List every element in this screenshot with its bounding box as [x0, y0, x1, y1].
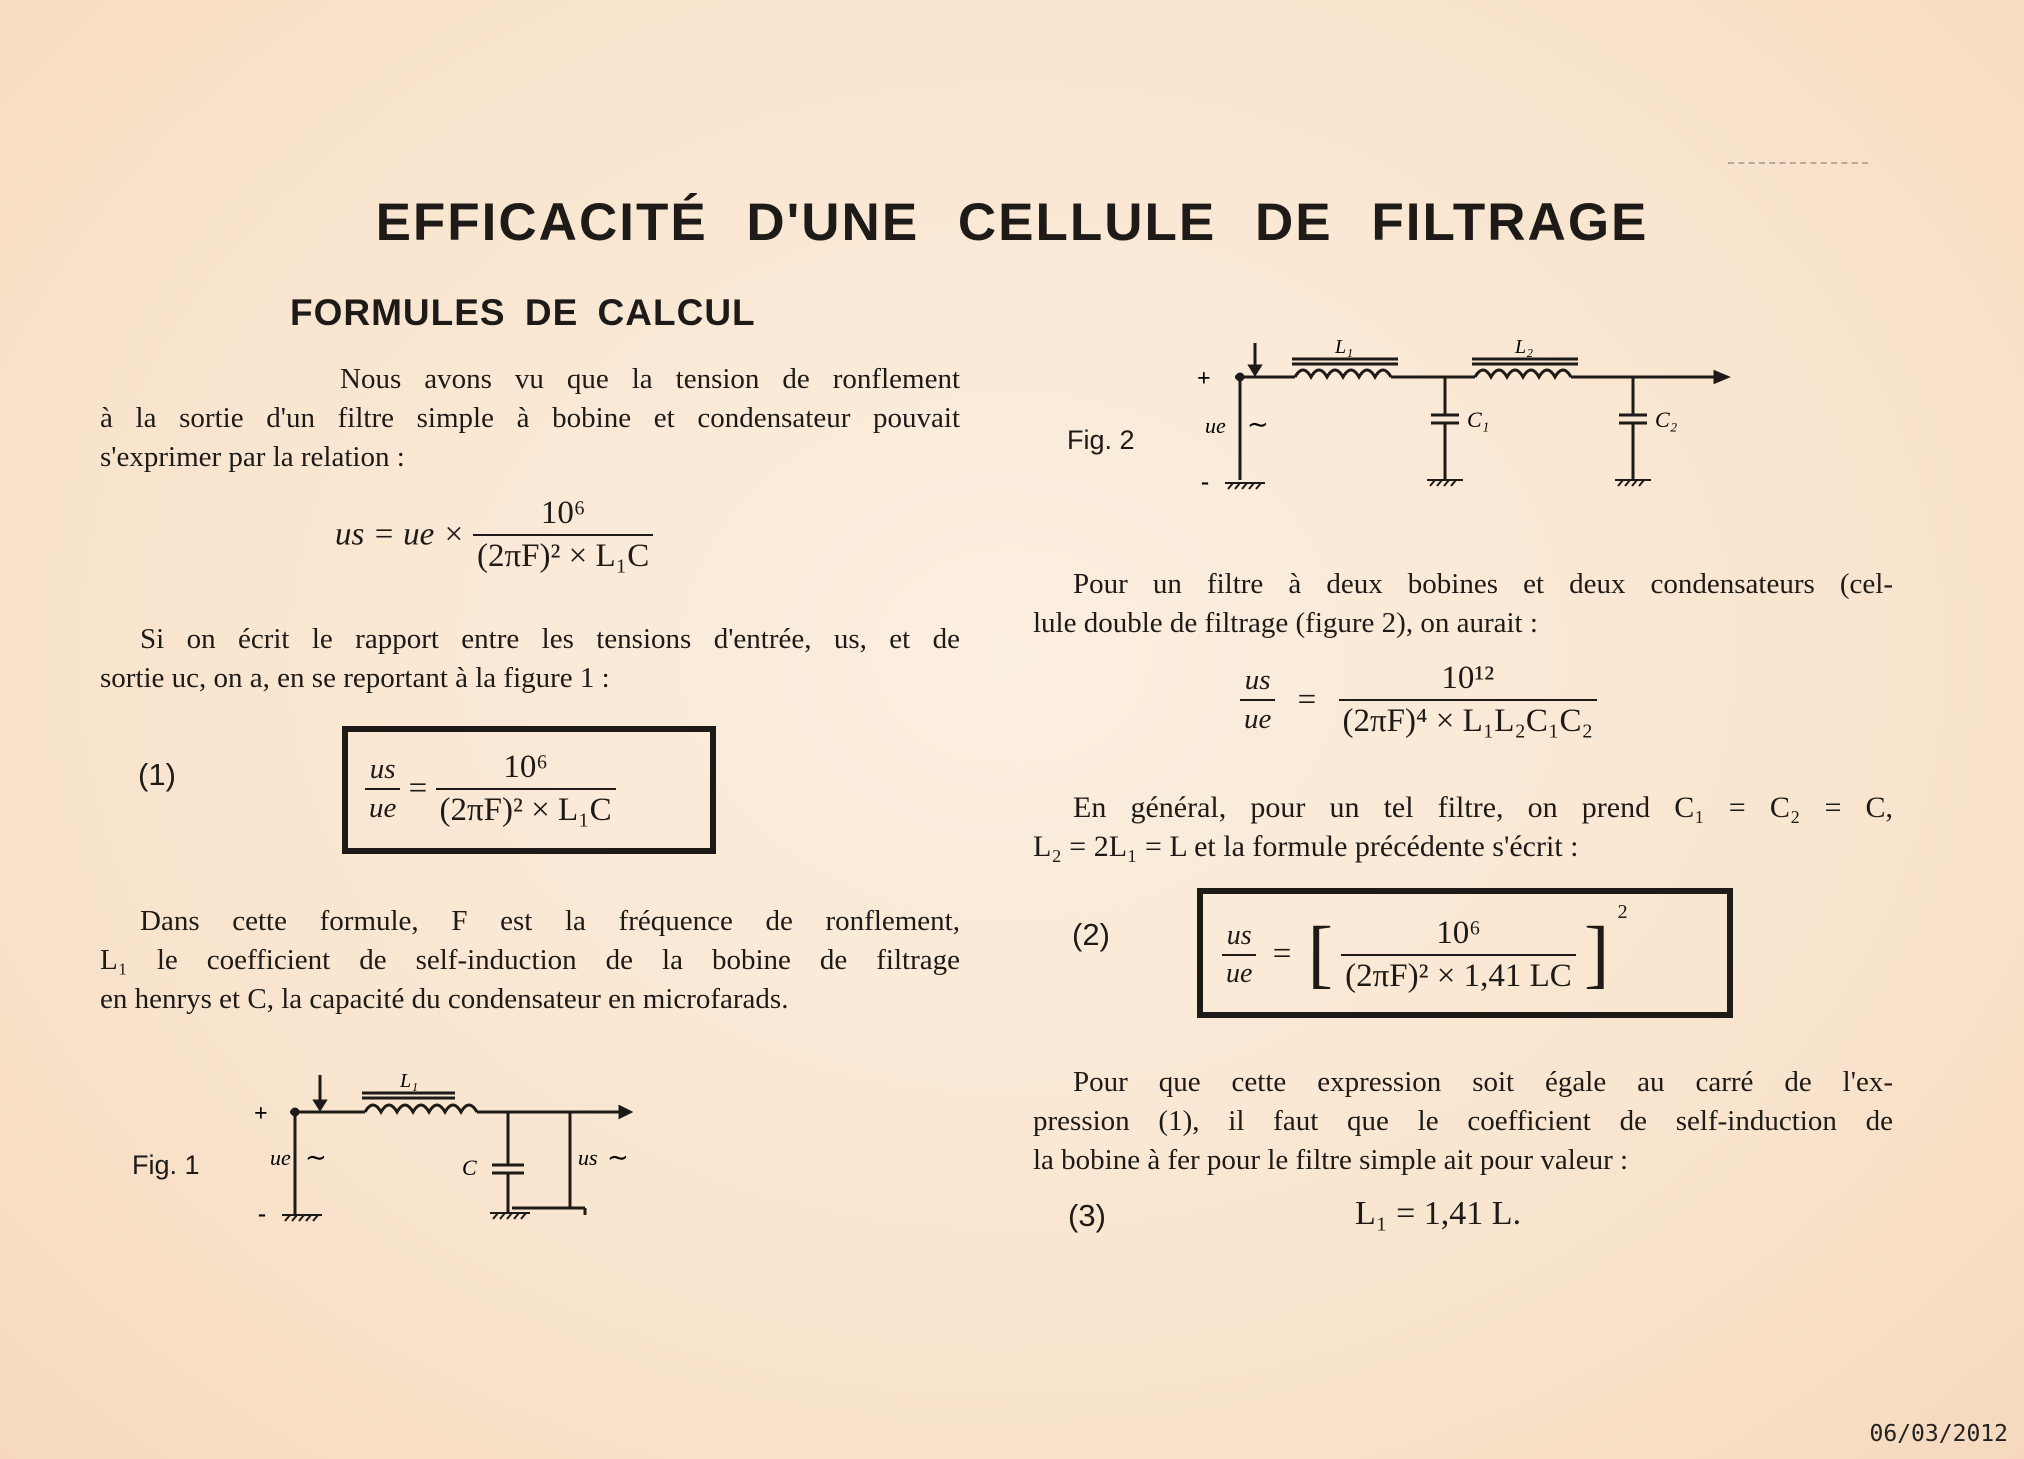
general-line-1: En général, pour un tel filtre, on prend C₁ = C₂ = C, [1073, 791, 1893, 824]
fig2-in-label: ue [1205, 413, 1226, 438]
eq2-left-bracket: [ [1307, 912, 1333, 996]
eq1-formula [365, 749, 616, 829]
eq-double-denominator: (2πF)⁴ × L₁L₂C₁C₂ [1339, 699, 1597, 740]
conclusion-line-2: pression (1), il faut que le coefficient de self-induction de [1033, 1105, 1893, 1137]
fig1-label: Fig. 1 [132, 1150, 200, 1180]
general-line-2: L₂ = 2L₁ = L et la formule précédente s'écrit : [1033, 830, 1579, 863]
fig2-cap1-label: C₁ [1467, 407, 1490, 432]
definition-paragraph [100, 902, 960, 1019]
eq-double-ratio [1240, 664, 1275, 736]
eq3-expression: L₁ = 1,41 L. [1355, 1195, 1522, 1232]
ratio-line-1: Si on écrit le rapport entre les tensions d'entrée, us, et de [140, 623, 960, 655]
eq2-numerator: 10⁶ [1436, 914, 1481, 951]
relation-fraction [473, 495, 653, 575]
fig2-coil1-label: L₁ [1335, 336, 1354, 358]
eq2-formula [1222, 901, 1628, 998]
eq-double-equals: = [1297, 681, 1317, 718]
general-paragraph [1033, 788, 1893, 866]
eq2-denominator: (2πF)² × 1,41 LC [1341, 954, 1576, 995]
eq2-box [1197, 888, 1733, 1018]
definition-line-1: Dans cette formule, F est la fréquence de ronflement, [140, 905, 960, 937]
eq-double-ratio-den: ue [1240, 699, 1275, 736]
ratio-paragraph [100, 620, 960, 698]
page-title: EFFICACITÉ D'UNE CELLULE DE FILTRAGE [375, 193, 1649, 252]
eq1-box [342, 726, 716, 854]
eq1-numerator: 10⁶ [503, 749, 548, 785]
eq2-exponent: 2 [1617, 901, 1628, 923]
double-line-2: lule double de filtrage (figure 2), on aurait : [1033, 607, 1538, 639]
intro-line-3: s'exprimer par la relation : [100, 441, 405, 473]
definition-line-2: L₁ le coefficient de self-induction de la bobine de filtrage [100, 944, 960, 976]
ratio-line-2: sortie uc, on a, en se reportant à la figure 1 : [100, 662, 610, 694]
fig1-plus: + [254, 1101, 268, 1127]
relation-lhs: us = ue × [335, 516, 465, 553]
conclusion-line-1: Pour que cette expression soit égale au carré de l'ex- [1073, 1066, 1893, 1098]
eq1-equals: = [408, 770, 428, 807]
fig2-circuit [1185, 335, 1745, 505]
double-paragraph [1033, 565, 1893, 643]
fig2-cap2-label: C₂ [1655, 407, 1678, 432]
eq2-ratio-num: us [1226, 919, 1252, 951]
eq-double-fraction [1339, 660, 1597, 740]
conclusion-line-3: la bobine à fer pour le filtre simple ait pour valeur : [1033, 1144, 1629, 1176]
eq2-fraction [1341, 915, 1576, 995]
eq1-label: (1) [138, 757, 176, 792]
eq1-denominator: (2πF)² × L₁C [436, 788, 616, 829]
eq1-fraction [436, 749, 616, 829]
eq2-label: (2) [1072, 917, 1110, 952]
relation-denominator: (2πF)² × L₁C [473, 534, 653, 575]
eq-double-ratio-num: us [1244, 664, 1271, 696]
eq1-ratio-num: us [369, 753, 396, 785]
eq1-ratio-den: ue [365, 788, 400, 825]
fig1-in-label: ue [270, 1145, 291, 1170]
relation-formula [335, 495, 653, 575]
eq2-right-bracket: ] [1584, 912, 1610, 996]
eq1-ratio [365, 753, 400, 825]
eq-double-formula [1240, 660, 1597, 740]
fig1-out-tilde: ∼ [607, 1143, 629, 1172]
scan-mark [1728, 162, 1868, 164]
fig1-circuit [250, 1065, 650, 1235]
eq3-label: (3) [1068, 1198, 1106, 1233]
fig2-minus: - [1201, 469, 1209, 495]
fig1-coil-label: L₁ [400, 1070, 419, 1092]
relation-numerator: 10⁶ [540, 495, 586, 531]
fig2-in-tilde: ∼ [1247, 410, 1269, 439]
section-subtitle: FORMULES DE CALCUL [290, 292, 756, 333]
fig1-cap-label: C [462, 1155, 477, 1180]
definition-line-3: en henrys et C, la capacité du condensateur en microfarads. [100, 983, 789, 1015]
eq2-ratio [1222, 920, 1256, 990]
intro-line-2: à la sortie d'un filtre simple à bobine et condensateur pouvait [100, 402, 960, 434]
fig2-label: Fig. 2 [1067, 425, 1135, 455]
eq-double-numerator: 10¹² [1441, 660, 1495, 696]
eq2-ratio-den: ue [1222, 954, 1256, 990]
eq2-equals: = [1272, 936, 1292, 972]
intro-line-1: Nous avons vu que la tension de ronflement [340, 363, 960, 395]
fig1-in-tilde: ∼ [305, 1143, 327, 1172]
fig2-coil2-label: L₂ [1515, 336, 1534, 358]
date-stamp: 06/03/2012 [1869, 1421, 2008, 1447]
double-line-1: Pour un filtre à deux bobines et deux condensateurs (cel- [1073, 568, 1893, 600]
intro-paragraph [100, 360, 960, 477]
fig1-minus: - [258, 1201, 266, 1227]
fig2-plus: + [1197, 366, 1211, 392]
fig1-out-label: us [578, 1145, 598, 1170]
conclusion-paragraph [1033, 1063, 1893, 1180]
